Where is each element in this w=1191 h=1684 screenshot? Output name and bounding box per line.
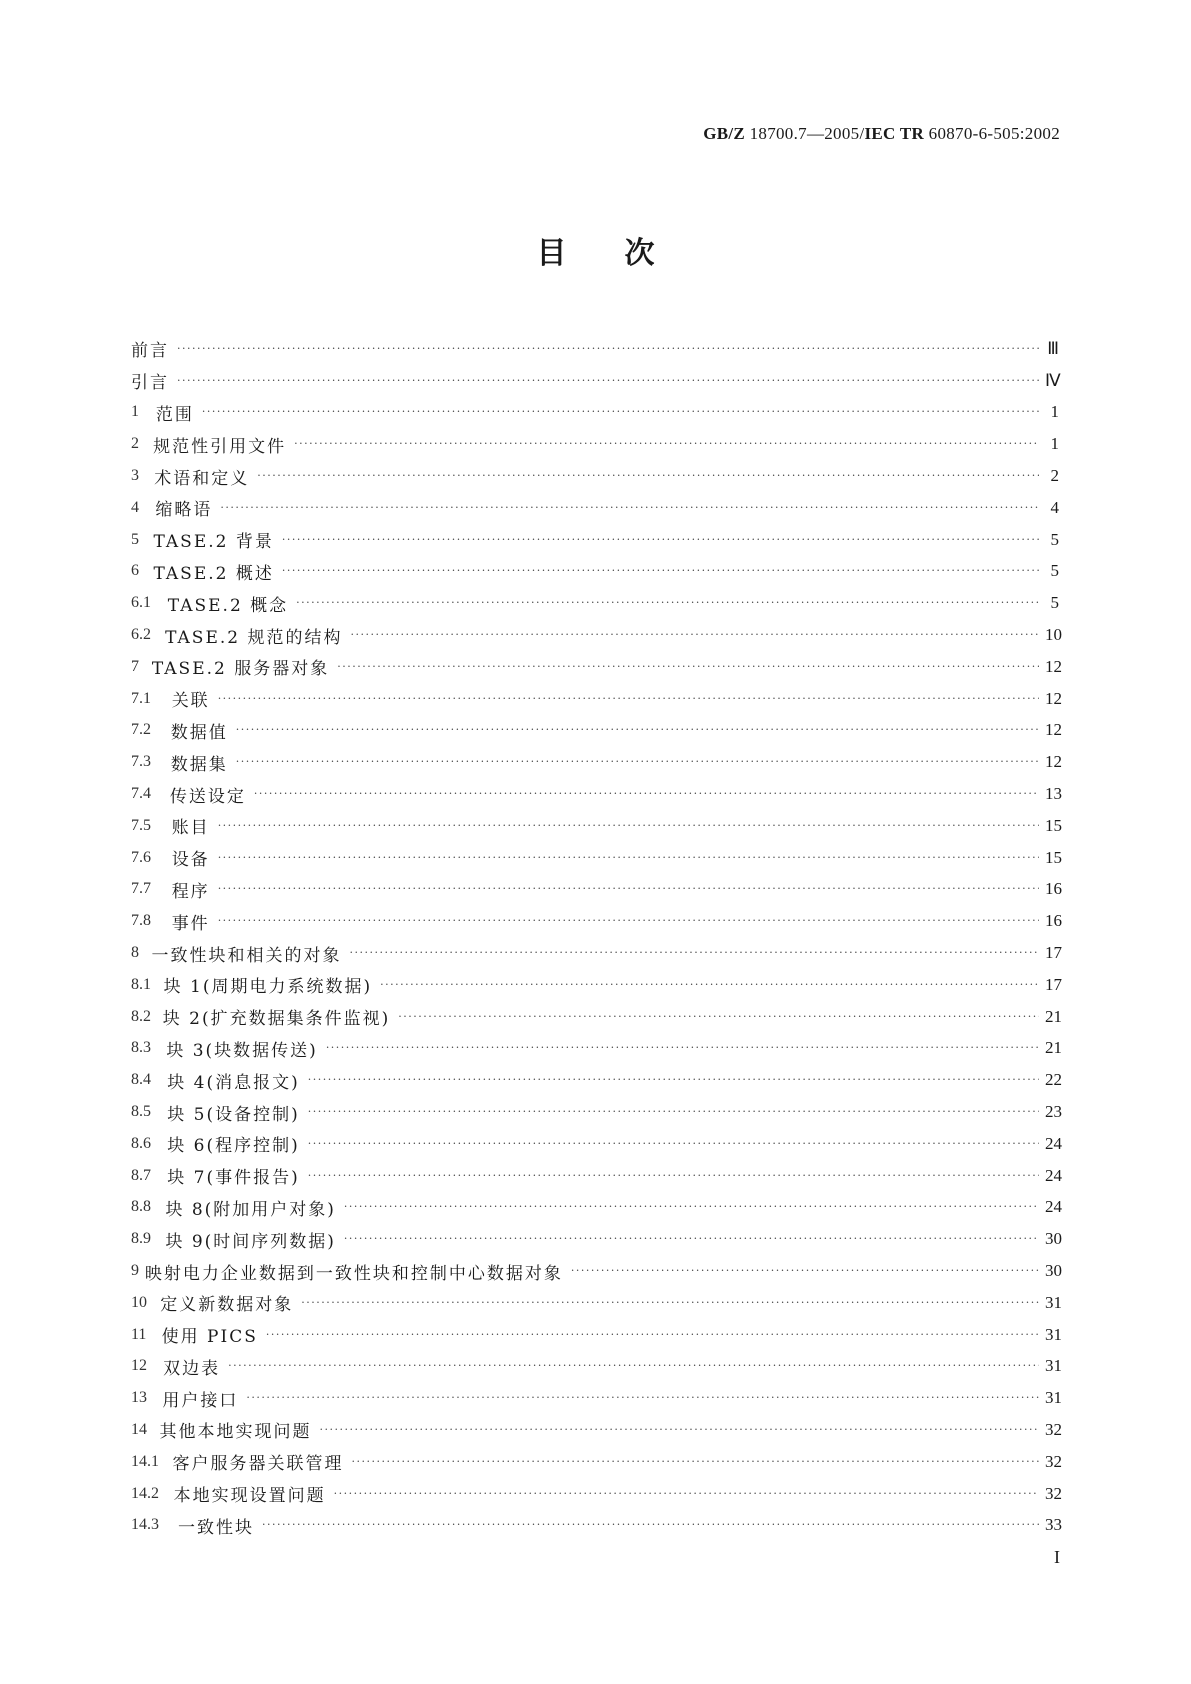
toc-entry-page: 17	[1045, 943, 1062, 963]
toc-entry[interactable]	[131, 1096, 1062, 1128]
toc-entry-page: 16	[1045, 879, 1062, 899]
toc-entry-number: 12	[131, 1357, 147, 1375]
toc-entry-page: 17	[1045, 974, 1062, 994]
toc-entry-page: 15	[1045, 815, 1062, 835]
toc-leader-dots	[320, 1420, 1039, 1440]
toc-entry-page: 12	[1045, 752, 1062, 772]
toc-entry[interactable]	[131, 1509, 1062, 1541]
toc-leader-dots	[326, 1038, 1039, 1058]
toc-entry-number: 7.6	[131, 848, 151, 866]
toc-entry-number: 8.2	[131, 1007, 151, 1025]
standard-code-header	[703, 124, 1060, 144]
toc-entry[interactable]	[131, 778, 1062, 810]
toc-leader-dots	[257, 466, 1039, 486]
toc-entry-label: 引言	[131, 373, 169, 394]
toc-entry-page: 21	[1045, 1006, 1062, 1026]
toc-leader-dots	[337, 657, 1039, 677]
toc-leader-dots	[350, 943, 1040, 963]
toc-leader-dots	[282, 561, 1039, 581]
toc-leader-dots	[344, 1229, 1039, 1249]
toc-entry-page: 5	[1050, 561, 1059, 581]
toc-entry-number: 8.1	[131, 975, 151, 993]
toc-entry-page: 1	[1050, 402, 1059, 422]
toc-entry-page: 31	[1045, 1388, 1062, 1408]
toc-leader-dots	[254, 784, 1039, 804]
toc-entry[interactable]	[131, 1382, 1062, 1414]
toc-entry[interactable]	[131, 492, 1059, 524]
toc-entry[interactable]	[131, 937, 1062, 969]
toc-entry-label: 块 8(附加用户对象)	[165, 1199, 336, 1220]
toc-leader-dots	[308, 1166, 1039, 1186]
header-code-part: IEC TR	[864, 124, 925, 143]
toc-entry-number: 8.6	[131, 1134, 151, 1152]
toc-leader-dots	[218, 911, 1039, 931]
toc-leader-dots	[571, 1261, 1039, 1281]
toc-entry[interactable]	[131, 715, 1062, 747]
toc-entry-label: 传送设定	[169, 786, 246, 807]
toc-entry-label: 块 6(程序控制)	[167, 1136, 300, 1157]
toc-entry-number: 13	[131, 1389, 147, 1407]
toc-entry-page: 33	[1045, 1515, 1062, 1535]
toc-entry-page: 16	[1045, 911, 1062, 931]
toc-entry-page: 31	[1045, 1292, 1062, 1312]
toc-leader-dots	[218, 689, 1039, 709]
toc-entry[interactable]	[131, 874, 1062, 906]
toc-entry-page: 5	[1050, 593, 1059, 613]
toc-entry-label: 规范性引用文件	[153, 436, 287, 457]
toc-entry-page: 12	[1045, 656, 1062, 676]
toc-entry-page: 32	[1045, 1451, 1062, 1471]
toc-entry-number: 14.3	[131, 1516, 159, 1534]
toc-entry-page: Ⅲ	[1047, 338, 1059, 358]
toc-entry-number: 6.1	[131, 594, 151, 612]
header-code-part: 60870-6-505:2002	[924, 124, 1060, 143]
toc-entry-page: 30	[1045, 1261, 1062, 1280]
toc-entry-label: 术语和定义	[154, 468, 250, 489]
toc-entry-number: 6	[131, 562, 139, 580]
toc-entry[interactable]	[131, 397, 1059, 429]
toc-entry[interactable]	[131, 842, 1062, 874]
toc-entry[interactable]	[131, 1287, 1062, 1319]
toc-entry-label: 块 4(消息报文)	[167, 1072, 300, 1093]
toc-entry-label: 其他本地实现问题	[159, 1422, 312, 1443]
toc-entry-label: TASE.2 服务器对象	[151, 659, 330, 680]
toc-entry-number: 8.5	[131, 1103, 151, 1121]
page-number: I	[1054, 1547, 1060, 1567]
toc-entry-label: 块 2(扩充数据集条件监视)	[162, 1009, 391, 1030]
toc-entry[interactable]	[131, 1064, 1062, 1096]
toc-entry-page: 31	[1045, 1324, 1062, 1344]
toc-entry-label: 关联	[171, 691, 210, 712]
toc-leader-dots	[344, 1197, 1039, 1217]
toc-entry-label: 一致性块	[177, 1517, 254, 1538]
toc-leader-dots	[246, 1388, 1039, 1408]
toc-entry[interactable]	[131, 683, 1062, 715]
toc-leader-dots	[236, 720, 1039, 740]
toc-entry-label: TASE.2 背景	[153, 532, 274, 553]
toc-entry-number: 14	[131, 1420, 147, 1438]
toc-entry-number: 7.7	[131, 880, 151, 898]
toc-entry-label: 块 9(时间序列数据)	[165, 1231, 336, 1252]
toc-entry-number: 7.3	[131, 753, 151, 771]
toc-entry[interactable]	[131, 746, 1062, 778]
toc-entry-number: 1	[131, 403, 139, 421]
toc-entry-page: 1	[1050, 434, 1059, 454]
toc-entry-number: 7.5	[131, 816, 151, 834]
toc-entry-label: 块 1(周期电力系统数据)	[163, 977, 373, 998]
toc-entry[interactable]	[131, 1446, 1062, 1478]
toc-entry-label: TASE.2 概述	[153, 563, 274, 584]
toc-entry-number: 4	[131, 498, 139, 516]
toc-entry-label: 设备	[171, 850, 210, 871]
toc-entry[interactable]	[131, 810, 1062, 842]
toc-entry[interactable]	[131, 365, 1059, 397]
toc-entry-label: 本地实现设置问题	[173, 1486, 326, 1507]
toc-leader-dots	[294, 434, 1039, 454]
toc-leader-dots	[266, 1325, 1039, 1345]
toc-entry-number: 8.9	[131, 1230, 151, 1248]
toc-entry[interactable]	[131, 460, 1059, 492]
toc-entry-page: 2	[1050, 466, 1059, 486]
toc-leader-dots	[380, 975, 1039, 995]
toc-entry-number: 7.8	[131, 912, 151, 930]
toc-entry-page: 21	[1045, 1038, 1062, 1058]
toc-entry-number: 8.3	[131, 1039, 151, 1057]
toc-entry-label: 数据值	[170, 722, 228, 743]
toc-entry[interactable]	[131, 1192, 1062, 1224]
page-title: 目次	[536, 236, 713, 271]
toc-entry-label: 范围	[155, 404, 194, 425]
toc-entry-page: 4	[1050, 497, 1059, 517]
toc-leader-dots	[308, 1070, 1039, 1090]
toc-leader-dots	[236, 752, 1039, 772]
toc-leader-dots	[301, 1293, 1039, 1313]
toc-leader-dots	[308, 1102, 1039, 1122]
toc-entry[interactable]	[131, 556, 1059, 588]
toc-entry-number: 8.4	[131, 1071, 151, 1089]
toc-entry-label: 前言	[131, 341, 169, 362]
toc-entry-number: 2	[131, 435, 139, 453]
toc-entry-number: 9	[131, 1262, 139, 1279]
toc-entry[interactable]	[131, 1414, 1062, 1446]
toc-entry-number: 14.1	[131, 1452, 159, 1470]
toc-entry[interactable]	[131, 1160, 1062, 1192]
toc-entry[interactable]	[131, 905, 1062, 937]
toc-entry-number: 7	[131, 657, 139, 675]
toc-entry-page: 24	[1045, 1197, 1062, 1217]
toc-entry-label: 双边表	[163, 1358, 221, 1379]
toc-entry-page: 13	[1045, 784, 1062, 804]
toc-leader-dots	[308, 1134, 1039, 1154]
toc-entry-page: 10	[1045, 625, 1062, 645]
toc-entry-label: 映射电力企业数据到一致性块和控制中心数据对象	[144, 1263, 563, 1284]
toc-entry-page: 31	[1045, 1356, 1062, 1376]
toc-leader-dots	[218, 848, 1039, 868]
toc-entry-label: 一致性块和相关的对象	[151, 945, 342, 966]
toc-entry-number: 8.8	[131, 1198, 151, 1216]
toc-entry[interactable]	[131, 1128, 1062, 1160]
header-code-part: GB/Z	[703, 124, 746, 143]
toc-entry-label: 程序	[171, 881, 210, 902]
toc-leader-dots	[352, 1452, 1039, 1472]
toc-entry-label: 块 5(设备控制)	[167, 1104, 300, 1125]
toc-entry-page: 22	[1045, 1070, 1062, 1090]
toc-entry-page: 15	[1045, 847, 1062, 867]
toc-entry-number: 11	[131, 1325, 147, 1343]
toc-entry[interactable]	[131, 1319, 1062, 1351]
toc-entry-number: 7.1	[131, 689, 151, 707]
toc-entry-page: 24	[1045, 1133, 1062, 1153]
toc-entry-page: 12	[1045, 720, 1062, 740]
toc-leader-dots	[177, 371, 1039, 391]
toc-leader-dots	[350, 625, 1039, 645]
toc-leader-dots	[177, 339, 1039, 359]
toc-entry-number: 6.2	[131, 626, 151, 644]
toc-entry-number: 8	[131, 944, 139, 962]
toc-entry[interactable]	[131, 587, 1059, 619]
toc-entry[interactable]	[131, 428, 1059, 460]
toc-entry-label: 缩略语	[155, 500, 213, 521]
toc-leader-dots	[262, 1515, 1039, 1535]
toc-leader-dots	[398, 1007, 1039, 1027]
toc-entry-label: 定义新数据对象	[160, 1295, 294, 1316]
toc-entry-label: 使用 PICS	[161, 1327, 258, 1348]
toc-entry-page: 32	[1045, 1419, 1062, 1439]
toc-entry-number: 10	[131, 1293, 147, 1311]
toc-leader-dots	[202, 402, 1039, 422]
toc-entry-number: 7.4	[131, 785, 151, 803]
toc-entry-page: 32	[1045, 1483, 1062, 1503]
toc-entry[interactable]	[131, 1351, 1062, 1383]
toc-entry-number: 5	[131, 530, 139, 548]
toc-entry[interactable]	[131, 1001, 1062, 1033]
toc-leader-dots	[228, 1356, 1039, 1376]
toc-entry-label: 用户接口	[162, 1390, 239, 1411]
toc-entry-page: 12	[1045, 688, 1062, 708]
toc-entry[interactable]	[131, 619, 1062, 651]
toc-entry-label: 块 7(事件报告)	[167, 1168, 300, 1189]
toc-entry-page: 5	[1050, 529, 1059, 549]
toc-entry-label: 块 3(块数据传送)	[166, 1040, 318, 1061]
toc-entry-number: 8.7	[131, 1166, 151, 1184]
toc-entry[interactable]	[131, 524, 1059, 556]
toc-entry[interactable]	[131, 1033, 1062, 1065]
toc-leader-dots	[218, 816, 1039, 836]
toc-entry-page: Ⅳ	[1045, 370, 1061, 390]
toc-entry-number: 14.2	[131, 1484, 159, 1502]
toc-leader-dots	[334, 1484, 1039, 1504]
toc-entry[interactable]	[131, 1223, 1062, 1255]
toc-entry[interactable]	[131, 1478, 1062, 1510]
table-of-contents	[131, 333, 1062, 1541]
toc-entry-label: 数据集	[170, 754, 228, 775]
toc-entry-label: 账目	[171, 818, 210, 839]
toc-entry-number: 7.2	[131, 721, 151, 739]
toc-entry-page: 30	[1045, 1229, 1062, 1249]
toc-entry[interactable]	[131, 333, 1059, 365]
toc-entry-label: 客户服务器关联管理	[172, 1454, 344, 1475]
toc-entry-number: 3	[131, 467, 139, 485]
toc-entry-label: TASE.2 规范的结构	[165, 627, 343, 648]
toc-leader-dots	[296, 593, 1039, 613]
toc-entry-page: 24	[1045, 1165, 1062, 1185]
toc-entry[interactable]	[131, 651, 1062, 683]
toc-entry-label: TASE.2 概念	[167, 595, 289, 616]
header-code-part: 18700.7—2005/	[745, 124, 865, 143]
toc-leader-dots	[218, 879, 1039, 899]
toc-entry[interactable]	[131, 1255, 1062, 1287]
toc-leader-dots	[220, 498, 1039, 518]
toc-entry-page: 23	[1045, 1102, 1062, 1122]
toc-entry-label: 事件	[171, 913, 210, 934]
toc-leader-dots	[282, 530, 1039, 550]
toc-entry[interactable]	[131, 969, 1062, 1001]
